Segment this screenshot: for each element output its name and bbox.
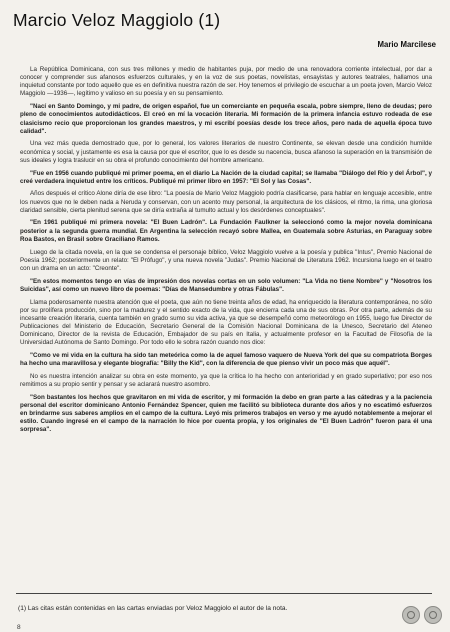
paragraph: Luego de la citada novela, en la que se condensa el personaje bíblico, Veloz Maggiolo vuelve a la poesía y publica "Intus", Premio Nacional de Poesía 1962; posteriormente un relato: "El Prófugo", y una nueva novela "Judas". Premio Nacional de Literatura 1962. Incursiona luego en el teatro con un drama en un acto: "Creonte". [20,248,432,272]
paragraph: La República Dominicana, con sus tres millones y medio de habitantes puja, por medio de una renovadora corriente intelectual, por dar a conocer y comprender sus afanosos esfuerzos culturales, y en la voz de sus poetas, novelistas, ensayistas y autores teatrales, hallamos una inquietud constante por todo aquello que es en definitiva nuestra razón de ser. Hoy tenemos el privilegio de escuchar a un poeta joven, Marcio Veloz Maggiolo —1936—, legítimo y valioso en su poesía y en su pensamiento. [20,66,432,98]
paragraph: No es nuestra intención analizar su obra en este momento, ya que la crítica lo ha hecho con anterioridad y en grado superlativo; por eso nos remitimos a su propio sentir y pensar y se aclarará nuestro asombro. [20,372,432,389]
quote-paragraph: "Nací en Santo Domingo, y mi padre, de origen español, fue un comerciante en pequeña escala, pobre siempre, lleno de deudas; pero pleno de conocimientos autodidácticos. El creó en mí la vocación literaria. Mi formación de la primera infancia estuvo rodeada de ese clasicismo recio que proporcionan los grandes maestros, y mi escribí poesías desde los trece años, pero nada de aquella época tuvo calidad". [20,103,432,135]
quote-paragraph: "En estos momentos tengo en vías de impresión dos novelas cortas en un solo volumen: "La Vida no tiene Nombre" y "Nosotros los Suicidas", así como un nuevo libro de poemas: "Días de Mansedumbre y otras Fábulas". [20,277,432,293]
quote-paragraph: "Fue en 1956 cuando publiqué mi primer poema, en el diario La Nación de la ciudad capital; se llamaba "Diálogo del Río y del Árbol", y creé verdadera inquietud entre los críticos. Publiqué mi primer libro en 1957: "El Sol y las Cosas". [20,169,432,185]
paragraph: Años después el crítico Alone diría de ese libro: "La poesía de Mario Veloz Maggiolo podría clasificarse, para hablar en lenguaje accesible, entre los nuevos que no le deben nada a Neruda y conservan, con un acento muy personal, la arquitectura de los clásicos, el ritmo, la rima, una gloriosa claridad sensible, cierta plenitud serena que se diría extraña al tumulto actual y los desórdenes conceptuales". [20,190,432,214]
footnote: (1) Las citas están contenidas en las cartas enviadas por Veloz Maggiolo el autor de la nota. [18,605,288,612]
paragraph: Una vez más queda demostrado que, por lo general, los valores literarios de nuestro Continente, se elevan desde una condición humilde económica y social, y justamente es esa la causa por que el escritor, que lo es desde su nacencia, busca afanoso la superación en la transmisión de sus ideales y logra traslucir en su obra el profundo conocimiento del hombre americano. [20,140,432,164]
article-body [20,66,432,439]
quote-paragraph: "En 1961 publiqué mi primera novela: "El Buen Ladrón". La Fundación Faulkner la seleccionó como la mejor novela dominicana posterior a la segunda guerra mundial. En Argentina la selección recayó sobre Mallea, en Guatemala sobre Asturias, en Paraguay sobre Roa Bastos, en Brasil sobre Graciliano Ramos. [20,219,432,243]
author-name: Mario Marcilese [377,40,436,49]
library-seal-icon [402,606,420,624]
quote-paragraph: "Son bastantes los hechos que gravitaron en mi vida de escritor, y mi formación la debo en gran parte a las cátedras y a la paciencia personal del escritor dominicano Antonio Fernández Spencer, quien me facilitó su biblioteca durante dos años y no escatimó esfuerzos en brindarme sus saberes amplios en el campo de la cultura. Leyó mis primeros trabajos en verso y me ayudó notablemente a mejorar el estilo. Cuando ingresé en el campo de la narración lo hice por cuenta propia, y los originales de "El Buen Ladrón" fueron para él una sorpresa". [20,393,432,434]
library-seal-icon [424,606,442,624]
page-number: 8 [17,624,21,631]
article-title: Marcio Veloz Maggiolo (1) [13,10,221,30]
quote-paragraph: "Como ve mi vida en la cultura ha sido tan meteórica como la de aquel famoso vaquero de Nueva York del que su compatriota Borges ha hecho una maravillosa y elegante biografía: "Billy the Kid", con la diferencia de que pienso vivir un poco más que aquél". [20,352,432,368]
footnote-divider [16,593,432,594]
paragraph: Llama poderosamente nuestra atención que el poeta, que aún no tiene treinta años de edad, ha enriquecido la literatura contemporánea, no sólo por su prolífera producción, sino por la madurez y el sentido exacto de la vida, que encierra cada una de sus obras. Por otra parte, además de su incesante creación literaria, cuenta también en grado sumo su vida activa, ya que se desempeñó como meteorólogo en 1955, luego fue Director de Publicaciones del Ministerio de Educación, Secretario General de la Comisión Nacional Dominicana de la Unesco, Secretario del Ateneo Dominicano, Director de la revista de Educación, Embajador de su país en Italia, y actualmente profesor en la Facultad de Filosofía de la Universidad Autónoma de Santo Domingo. Por todo ello le sobra razón cuando nos dice: [20,298,432,347]
